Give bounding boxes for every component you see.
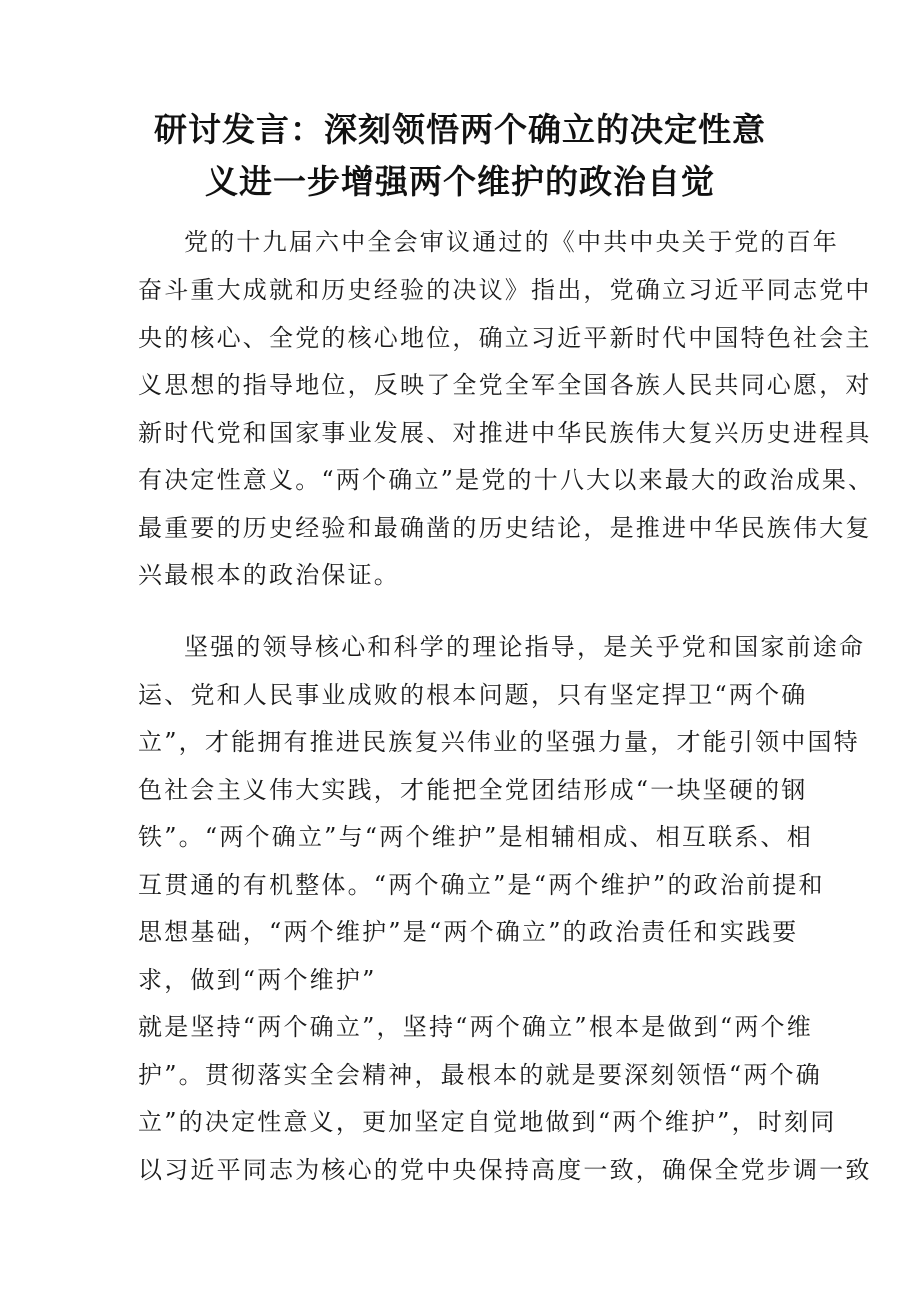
paragraph-1-line-2: 奋斗重大成就和历史经验的决议》指出，党确立习近平同志党中 <box>138 276 872 304</box>
title-line-2: 义进一步增强两个维护的政治自觉 <box>205 162 715 201</box>
paragraph-2-line-6: 互贯通的有机整体。“两个确立”是“两个维护”的政治前提和 <box>138 871 825 899</box>
paragraph-2-line-4: 色社会主义伟大实践，才能把全党团结形成“一块坚硬的钢 <box>138 776 808 804</box>
paragraph-2-line-3: 立”，才能拥有推进民族复兴伟业的坚强力量，才能引领中国特 <box>138 728 860 756</box>
paragraph-2-line-5: 铁”。“两个确立”与“两个维护”是相辅相成、相互联系、相 <box>138 823 813 851</box>
paragraph-2-line-9: 就是坚持“两个确立”，坚持“两个确立”根本是做到“两个维 <box>138 1013 813 1041</box>
title-line-1: 研讨发言：深刻领悟两个确立的决定性意 <box>154 110 766 149</box>
paragraph-2-line-2: 运、党和人民事业成败的根本问题，只有坚定捍卫“两个确 <box>138 681 808 709</box>
paragraph-2-line-12: 以习近平同志为核心的党中央保持高度一致，确保全党步调一致 <box>138 1156 872 1184</box>
paragraph-2-line-1: 坚强的领导核心和科学的理论指导，是关乎党和国家前途命 <box>184 633 866 661</box>
paragraph-1-line-1: 党的十九届六中全会审议通过的《中共中央关于党的百年 <box>184 228 839 256</box>
paragraph-1-line-7: 最重要的历史经验和最确凿的历史结论，是推进中华民族伟大复 <box>138 514 872 542</box>
paragraph-2-line-10: 护”。贯彻落实全会精神，最根本的就是要深刻领悟“两个确 <box>138 1061 822 1089</box>
paragraph-1-line-4: 义思想的指导地位，反映了全党全军全国各族人民共同心愿，对 <box>138 371 872 399</box>
paragraph-1-line-6: 有决定性意义。“两个确立”是党的十八大以来最大的政治成果、 <box>138 466 875 494</box>
paragraph-1-line-3: 央的核心、全党的核心地位，确立习近平新时代中国特色社会主 <box>138 324 872 352</box>
paragraph-2-line-7: 思想基础，“两个维护”是“两个确立”的政治责任和实践要 <box>138 918 799 946</box>
paragraph-1-line-5: 新时代党和国家事业发展、对推进中华民族伟大复兴历史进程具 <box>138 419 872 447</box>
paragraph-2-line-11: 立”的决定性意义，更加坚定自觉地做到“两个维护”，时刻同 <box>138 1108 837 1136</box>
paragraph-2-line-8: 求，做到“两个维护” <box>138 966 377 994</box>
paragraph-1-line-8: 兴最根本的政治保证。 <box>138 561 400 589</box>
